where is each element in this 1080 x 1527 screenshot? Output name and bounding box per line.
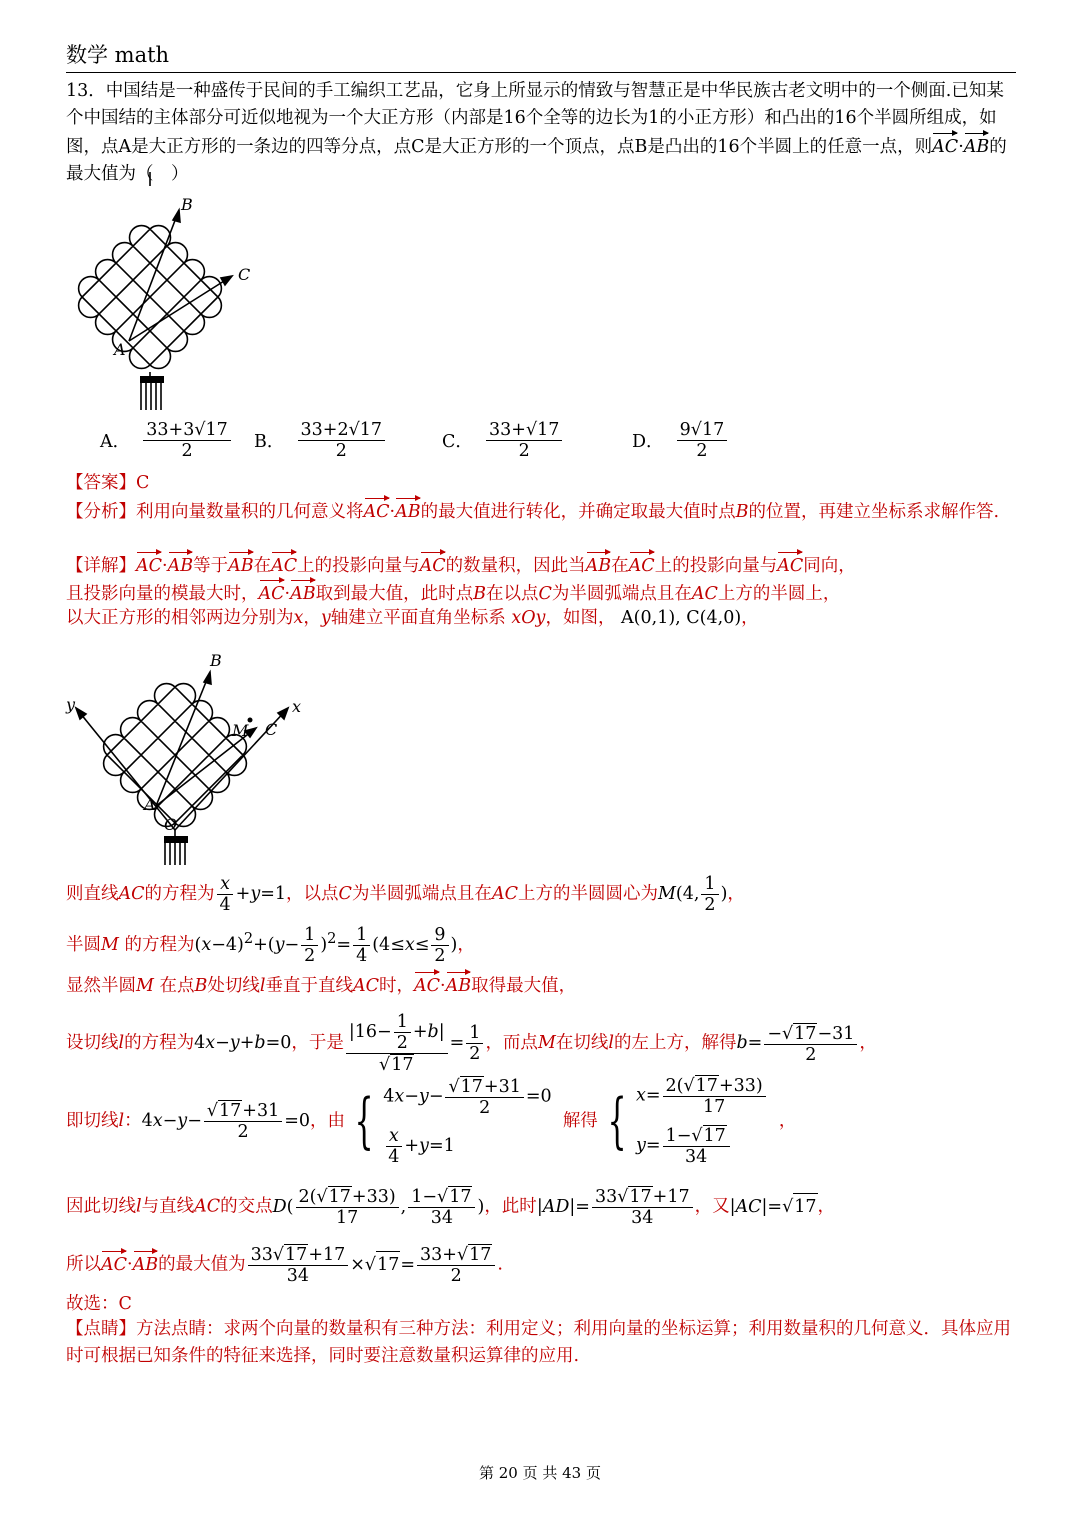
- point-b-label-2: B: [210, 651, 222, 670]
- option-b: B． $\frac{33+2√17}{2}$: [254, 420, 387, 461]
- question-text: 13．中国结是一种盛传于民间的手工编织工艺品，它身上所显示的情致与智慧正是中华民族古老文明中的一个侧面.已知某个中国结的主体部分可近似地视为一个大正方形（内部是16个全等的边长为1的小正方形）和凸出的16个半圆所组成，如图，点A是大正方形的一条边的四等分点，点C是大正方形的一个顶点，点B是凸出的16个半圆上的任意一点，则AC·AB的最大值为（ ）: [66, 81, 1007, 184]
- coordinate-figure: [60, 640, 320, 870]
- sol-line-2: 半圆M 的方程为$(x-4)^2+(y-$ $\frac{1}{2}$ )$^2$= $\frac{1}{4}$ (4≤x≤ $\frac{9}{2}$ )，: [66, 925, 475, 967]
- point-c-label-2: C: [265, 720, 278, 739]
- page-footer: 第 20 页 共 43 页: [478, 1464, 601, 1482]
- point-a-label: A: [114, 340, 126, 359]
- vector-ac: AC: [932, 131, 958, 161]
- knot-tassel-top: [140, 376, 164, 383]
- option-c: C． $\frac{33+√17}{2}$: [442, 420, 564, 461]
- sol-line-8: 故选：C: [66, 1294, 132, 1314]
- knot-path: [65, 212, 235, 382]
- knot-grid: [65, 212, 235, 382]
- origin-label: O: [164, 815, 178, 834]
- chinese-knot-figure: [60, 172, 260, 417]
- sol-line-7: 所以AC·AB的最大值为 $\frac{33√17+17}{34}$ ×√17= $\frac{33+√17}{2}$ .: [66, 1245, 503, 1287]
- comment-text: 【点睛】方法点睛：求两个向量的数量积有三种方法：利用定义；利用向量的坐标运算；利用数量积的几何意义．具体应用时可根据已知条件的特征来选择，同时要注意数量积运算律的应用.: [66, 1319, 1011, 1366]
- detail-line-2: 且投影向量的模最大时，AC·AB取到最大值，此时点B在以点C为半圆弧端点且在AC上方的半圆上，: [66, 578, 840, 607]
- page-header: [66, 40, 1016, 73]
- option-d: D． $\frac{9√17}{2}$: [632, 420, 729, 461]
- sol-line-4: 设切线l的方程为4x−y+b=0，于是 |16− $\frac{1}{2}$ +b| √17 = $\frac{1}{2}$ ，而点M在切线l的左上方，解得b= $\frac{-√17-31}{2}$ ，: [66, 1012, 877, 1076]
- y-axis-label: y: [66, 695, 76, 714]
- point-b-label: B: [181, 195, 193, 214]
- vector-arrows: [129, 210, 232, 341]
- axes: [76, 708, 288, 830]
- knot-tassel: [141, 383, 161, 410]
- answer-line: 【答案】C: [66, 473, 150, 493]
- sol-line-3: 显然半圆M 在点B处切线l垂直于直线AC时，AC·AB取得最大值，: [66, 970, 576, 999]
- detail-line-3: 以大正方形的相邻两边分别为x，y轴建立平面直角坐标系 xOy，如图， A(0,1), C(4,0)，: [66, 608, 759, 628]
- point-m-label: M: [232, 721, 249, 740]
- analysis-text: 【分析】利用向量数量积的几何意义将AC·AB的最大值进行转化，并确定取最大值时点B的位置，再建立坐标系求解作答.: [66, 496, 1021, 526]
- knot-tassel-top-2: [164, 836, 188, 843]
- sol-line-1: 则直线AC的方程为 $\frac{x}{4}$ +y=1，以点C为半圆弧端点且在AC上方的半圆圆心为M(4, $\frac{1}{2}$ )，: [66, 874, 745, 916]
- option-a: A． $\frac{33+3√17}{2}$: [100, 420, 233, 461]
- sol-line-6: 因此切线l与直线AC的交点D( $\frac{2(√17+33)}{17}$ , $\frac{1-√17}{34}$ )，此时|AD|= $\frac{33√17+17}{34}$ ，又|AC|=√17，: [66, 1187, 836, 1229]
- sol-line-5: 即切线l：4x−y− $\frac{√17+31}{2}$ =0，由 { 4x−y− $\frac{√17+31}{2}$ =0 $\frac{x}{4}$ +y=1 解得 { x= $\frac{2(√17+33)}{17}$ y= $\frac{1-√17}{34}$ ，: [66, 1076, 797, 1168]
- point-c-label: C: [238, 265, 251, 284]
- point-a-label-2: A: [144, 795, 156, 814]
- vector-ab: AB: [964, 131, 990, 161]
- x-axis-label: x: [292, 697, 302, 716]
- detail-line-1: 【详解】AC·AB等于AB在AC上的投影向量与AC的数量积，因此当AB在AC上的投影向量与AC同向，: [66, 550, 856, 579]
- header-title: 数学 math: [66, 43, 170, 67]
